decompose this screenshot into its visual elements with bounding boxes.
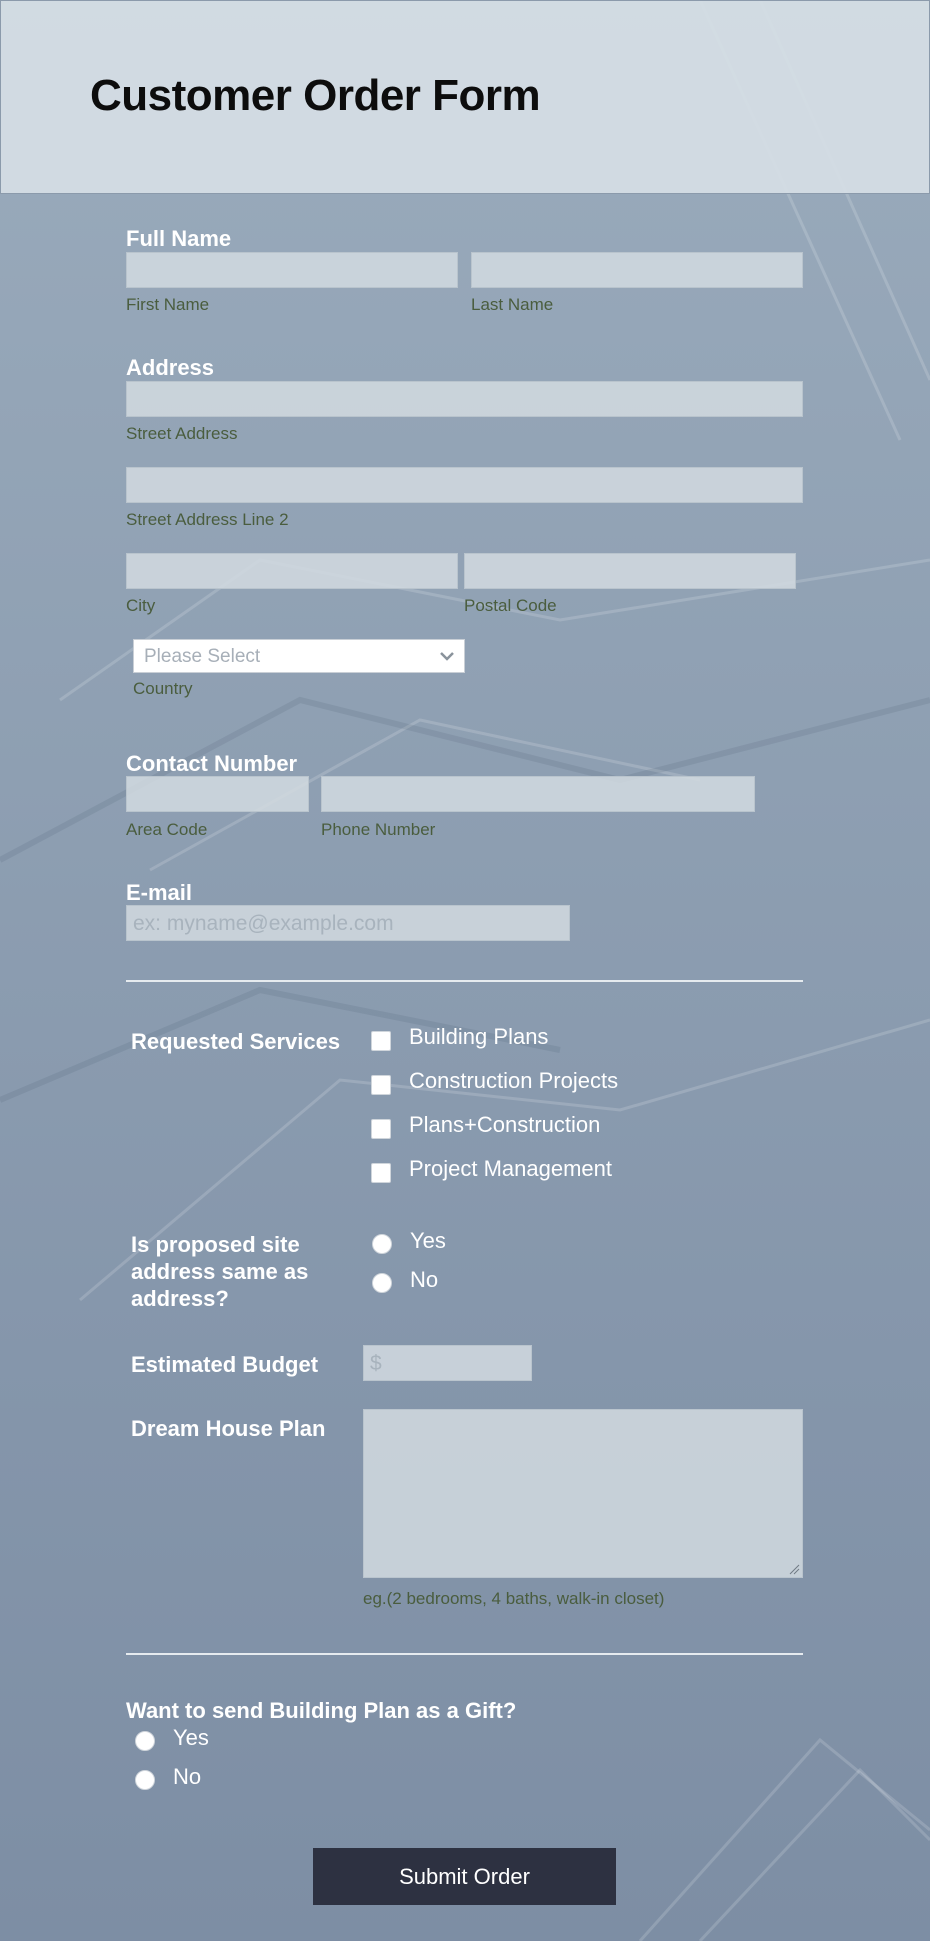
dream-house-plan-label: Dream House Plan bbox=[131, 1416, 326, 1441]
checkbox-construction-projects[interactable] bbox=[371, 1075, 391, 1095]
first-name-input[interactable] bbox=[126, 252, 458, 288]
radio-gift-no[interactable] bbox=[135, 1770, 155, 1790]
requested-services-label: Requested Services bbox=[131, 1029, 341, 1054]
contact-number-label: Contact Number bbox=[126, 751, 298, 776]
last-name-input[interactable] bbox=[471, 252, 803, 288]
radio-site-address-no[interactable] bbox=[372, 1273, 392, 1293]
submit-order-button[interactable]: Submit Order bbox=[313, 1848, 616, 1905]
postal-code-input[interactable] bbox=[464, 553, 796, 589]
street-address-line2-input[interactable] bbox=[126, 467, 803, 503]
country-sublabel: Country bbox=[133, 679, 193, 698]
first-name-sublabel: First Name bbox=[126, 295, 210, 314]
email-placeholder: ex: myname@example.com bbox=[133, 912, 394, 935]
estimated-budget-label: Estimated Budget bbox=[131, 1352, 319, 1377]
radio-site-address-yes[interactable] bbox=[372, 1234, 392, 1254]
estimated-budget-input[interactable] bbox=[363, 1345, 532, 1381]
option-plans-construction-label: Plans+Construction bbox=[409, 1112, 601, 1137]
city-input[interactable] bbox=[126, 553, 458, 589]
gift-yes-label: Yes bbox=[173, 1725, 209, 1750]
section-divider bbox=[126, 1653, 803, 1655]
last-name-sublabel: Last Name bbox=[471, 295, 554, 314]
option-building-plans-label: Building Plans bbox=[409, 1024, 549, 1049]
area-code-input[interactable] bbox=[126, 776, 309, 812]
dream-house-plan-textarea[interactable] bbox=[363, 1409, 803, 1578]
site-address-question-label bbox=[131, 1231, 308, 1312]
full-name-label: Full Name bbox=[126, 226, 232, 251]
page-title: Customer Order Form bbox=[90, 71, 541, 120]
section-divider bbox=[126, 980, 803, 982]
street-address-sublabel: Street Address bbox=[126, 424, 238, 443]
gift-no-label: No bbox=[173, 1764, 202, 1789]
email-input[interactable] bbox=[126, 905, 570, 941]
site-address-yes-label: Yes bbox=[410, 1228, 446, 1253]
site-address-question-line1: Is proposed site bbox=[131, 1232, 300, 1257]
checkbox-plans-construction[interactable] bbox=[371, 1119, 391, 1139]
phone-number-sublabel: Phone Number bbox=[321, 820, 436, 839]
street-address-line2-sublabel: Street Address Line 2 bbox=[126, 510, 289, 529]
checkbox-project-management[interactable] bbox=[371, 1163, 391, 1183]
phone-number-input[interactable] bbox=[321, 776, 755, 812]
street-address-input[interactable] bbox=[126, 381, 803, 417]
site-address-no-label: No bbox=[410, 1267, 439, 1292]
address-label: Address bbox=[126, 355, 215, 380]
checkbox-building-plans[interactable] bbox=[371, 1031, 391, 1051]
budget-placeholder: $ bbox=[370, 1352, 382, 1375]
postal-code-sublabel: Postal Code bbox=[464, 596, 557, 615]
dream-house-plan-hint: eg.(2 bedrooms, 4 baths, walk-in closet) bbox=[363, 1589, 665, 1608]
resize-handle-icon[interactable] bbox=[788, 1563, 800, 1575]
chevron-down-icon bbox=[436, 645, 458, 667]
site-address-question-line3: address? bbox=[131, 1286, 229, 1311]
country-select[interactable] bbox=[133, 639, 465, 673]
country-select-value: Please Select bbox=[144, 646, 261, 667]
option-construction-projects-label: Construction Projects bbox=[409, 1068, 619, 1093]
header-banner bbox=[0, 0, 930, 194]
gift-question-label: Want to send Building Plan as a Gift? bbox=[126, 1698, 517, 1723]
area-code-sublabel: Area Code bbox=[126, 820, 208, 839]
city-sublabel: City bbox=[126, 596, 156, 615]
email-label: E-mail bbox=[126, 880, 193, 905]
option-project-management-label: Project Management bbox=[409, 1156, 612, 1181]
site-address-question-line2: address same as bbox=[131, 1259, 309, 1284]
radio-gift-yes[interactable] bbox=[135, 1731, 155, 1751]
